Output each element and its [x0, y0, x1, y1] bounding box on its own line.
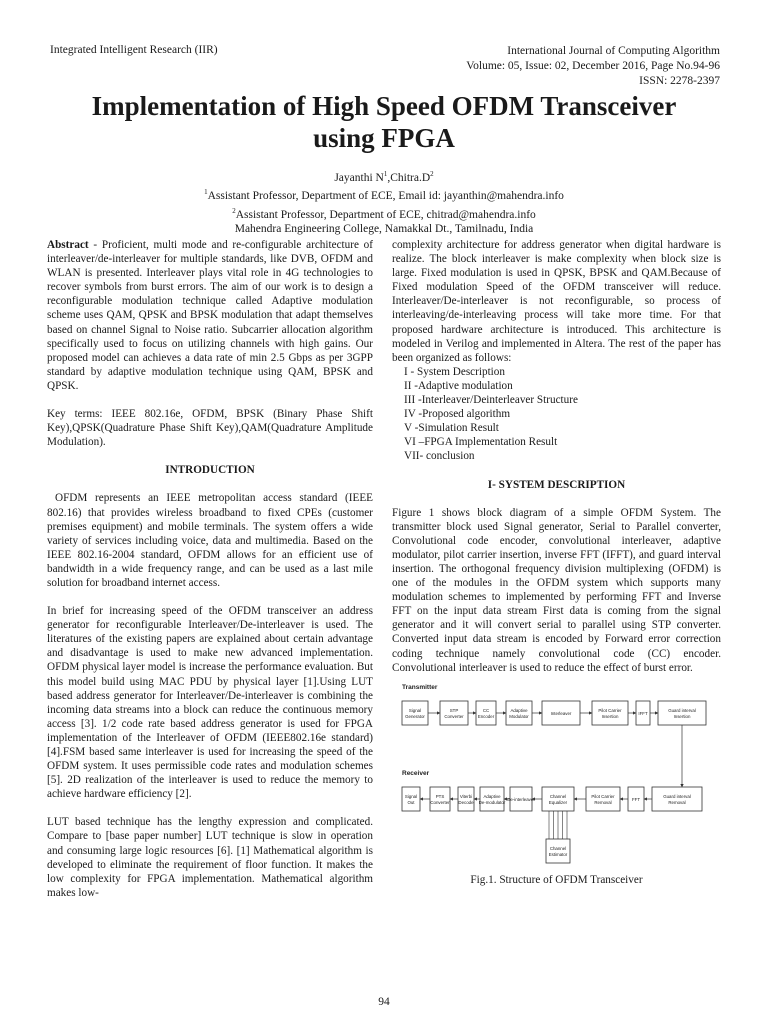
tx-block: [542, 701, 580, 725]
block-label: Signal: [404, 793, 418, 799]
block-label: Pilot Carrier: [598, 707, 622, 713]
author-names: Jayanthi $N^1,Chitra.D^2$: [334, 170, 434, 184]
affiliation-2: $^2$Assistant Professor, Department of ECE, chitrad@mahendra.info: [232, 206, 536, 221]
block-label: Insertion: [673, 713, 691, 719]
keywords: Key terms: IEEE 802.16e, OFDM, BPSK (Binary Phase Shift Key),QPSK(Quadrature Phase Shift Key),QAM(Quadrature Amplitude Modulation).: [47, 408, 373, 449]
volume-issue: Volume: 05, Issue: 02, December 2016, Page No.94-96: [466, 60, 720, 72]
outline-list: [392, 365, 721, 464]
block-label: Insertion: [601, 713, 619, 719]
block-label: Converter: [430, 799, 450, 805]
block-label: Channel: [549, 845, 567, 851]
outline-item: III -Interleaver/Deinterleaver Structure: [404, 394, 578, 407]
rx-block: [479, 787, 506, 811]
outline-item: II -Adaptive modulation: [404, 379, 513, 392]
outline-item: IV -Proposed algorithm: [404, 408, 511, 421]
block-label: Out: [407, 799, 415, 805]
title-line-2: using FPGA: [313, 123, 455, 153]
receiver-label: Receiver: [402, 769, 430, 777]
system-heading: I- SYSTEM DESCRIPTION: [487, 478, 626, 491]
block-label: FFT: [631, 796, 641, 802]
block-label: Generator: [405, 713, 425, 719]
channel-estimator-block: [546, 839, 570, 863]
paper-title: [40, 90, 728, 154]
system-paragraph: Figure 1 shows block diagram of a simple OFDM System. The transmitter block used Signal generator, Serial to Parallel converter, Convolutional code encoder, convolutional interleaver, adaptive modulator, pilot carrier insertion, inverse FFT (IFFT), and guard interval insertion. The orthogonal frequency division multiplexing (OFDM) is one of the modules in the OFDM system which supports many modulation schemes to implemented by performing FFT and Inverse FFT on the input data stream First data is coming from the signal generator and it will convert serial to parallel using STP converter. Converted input data stream is encoded by Forward error correction coding technique namely convolutional code (CC) encoder. Convolutional interleaver is used to reduce the effect of burst error.: [392, 506, 721, 674]
block-label: Signal: [408, 707, 422, 713]
tx-block: [506, 701, 532, 725]
block-label: STP: [449, 707, 459, 713]
rx-block: [586, 787, 620, 811]
tx-block: [592, 701, 628, 725]
ofdm-block-diagram: [396, 679, 714, 869]
issn: ISSN: 2278-2397: [639, 75, 720, 87]
author-block: [40, 167, 728, 236]
rx-block: [507, 787, 535, 811]
rx-block: [402, 787, 420, 811]
diagram-svg: [396, 679, 714, 869]
header-left: Integrated Intelligent Research (IIR): [50, 44, 218, 56]
block-label: Estimator: [548, 851, 568, 857]
right-column: [392, 238, 721, 887]
outline-item: VII- conclusion: [404, 450, 475, 463]
rx-block: [652, 787, 702, 811]
rx-block: [628, 787, 644, 811]
left-column: [47, 238, 373, 914]
journal-name: International Journal of Computing Algorithm: [507, 45, 720, 57]
outline-item: VI –FPGA Implementation Result: [404, 436, 558, 449]
block-label: Decode: [458, 799, 474, 805]
tx-block: [636, 701, 650, 725]
outline-item: V -Simulation Result: [404, 422, 499, 435]
tx-block: [476, 701, 496, 725]
block-label: Viterbi: [459, 793, 473, 799]
rx-block: [458, 787, 474, 811]
affiliation-3: Mahendra Engineering College, Namakkal Dt., Tamilnadu, India: [234, 222, 534, 235]
right-paragraph-1: complexity architecture for address generator when digital hardware is realize. The block interleaver is make complexity when block size is large. Fixed modulation is used in QPSK, BPSK and QAM.Because of Fixed modulation Speed of the OFDM transceiver will reduce. Interleaver/De-interleaver is not reconfigurable, so process of interleaving/de-interleaving process will take more time. For that proposed hardware architecture is introduced. This architecture is modeled in Verilog and implemented in Altera. The rest of the paper has been organized as follows:: [392, 239, 721, 364]
block-label: Equalizer: [548, 799, 568, 805]
block-label: IFFT: [638, 710, 648, 716]
block-label: CC: [482, 707, 490, 713]
header-right: [466, 44, 720, 89]
block-label: De-interleaver: [507, 796, 535, 802]
block-label: Guard interval: [663, 793, 691, 799]
block-label: PTS: [435, 793, 445, 799]
outline-item: I - System Description: [404, 365, 505, 378]
page-number: 94: [378, 996, 390, 1008]
abstract: Abstract - Proficient, multi mode and re-configurable architecture of interleaver/de-interleaver for multiple standards, like DVB, OFDM and WLAN is presented. Interleaver plays vital role in 4G technologies to recover symbols from burst errors. The aim of our work is to design a reconfigurable modulation technique called Adaptive modulation scheme uses QAM, QPSK and BPSK modulation that adapt themselves based on channel Signal to Noise ratio. Subcarrier allocation algorithm specifically used to focus on utilizing channels with high gains. Our proposed model can achieves a data rate of min 2.5 Gbps as per 3GPP standard by adaptive modulation technique using QAM, BPSK and QPSK.: [47, 239, 373, 392]
block-label: Removal: [668, 799, 686, 805]
intro-paragraph-3: LUT based technique has the lengthy expression and complicated. Compare to [base paper number] LUT technique is slow in operation and consuming large logic resources [6]. [1] Mathematical algorithm is developed to eliminate the requirement of floor function. It makes the low complexity for FPGA implementation. Mathematical algorithm makes low-: [47, 816, 373, 899]
block-label: Modulator: [509, 713, 529, 719]
tx-block: [658, 701, 706, 725]
tx-block: [402, 701, 428, 725]
intro-paragraph-1: OFDM represents an IEEE metropolitan access standard (IEEE 802.16) that provides wireless broadband to fixed CPEs (customer premises equipment) and mobile terminals. The system offers a wide variety of services including voice, data and multimedia. Based on the IEEE 802.16-2004 standard, OFDM allows for an efficient use of bandwidth in a wide frequency range, and can be used as a last mile solution for broadband internet access.: [47, 492, 373, 589]
block-label: Adaptive: [483, 793, 501, 799]
figure-caption: Fig.1. Structure of OFDM Transceiver: [470, 873, 643, 886]
block-label: Guard interval: [668, 707, 696, 713]
block-label: Interleaver: [550, 710, 572, 716]
intro-paragraph-2: In brief for increasing speed of the OFDM transceiver an address generator for reconfigurable Interleaver/De-interleaver is used. The literatures of the existing papers are explained about certain advantage and disadvantage is used to make new advanced implementation. OFDM physical layer model is increase the performance evaluation. But this model build using MAC PDU by physical layer [1].Using LUT based address generator for Interleaver/De-interleaver is combining the incoming data streams into a block can reduce the continuous memory access [3]. 1/2 code rate based address generator is used for FPGA implementation of the Interleaver of OFDM (IEEE802.16e standard) [4].FSM based same interleaver is used for increasing the speed of the OFDM system. It uses permissible code rates and modulation schemes [5]. 2D realization of the interleaver is used to reduce the memory to achieve hardware efficiency [2].: [47, 605, 373, 801]
intro-heading: INTRODUCTION: [165, 464, 255, 477]
rx-block: [430, 787, 450, 811]
block-label: Channel: [549, 793, 567, 799]
block-label: De-modulator: [478, 799, 506, 805]
block-label: Adaptive: [510, 707, 528, 713]
block-label: Encoder: [477, 713, 495, 719]
affiliation-1: $^1$Assistant Professor, Department of ECE, Email id: jayanthin@mahendra.info: [204, 188, 564, 203]
transmitter-label: Transmitter: [402, 683, 438, 691]
title-line-1: Implementation of High Speed OFDM Transceiver: [91, 91, 677, 121]
block-label: Converter: [444, 713, 464, 719]
block-label: Pilot Carrier: [591, 793, 615, 799]
rx-block: [542, 787, 574, 811]
block-label: Removal: [594, 799, 612, 805]
tx-block: [440, 701, 468, 725]
